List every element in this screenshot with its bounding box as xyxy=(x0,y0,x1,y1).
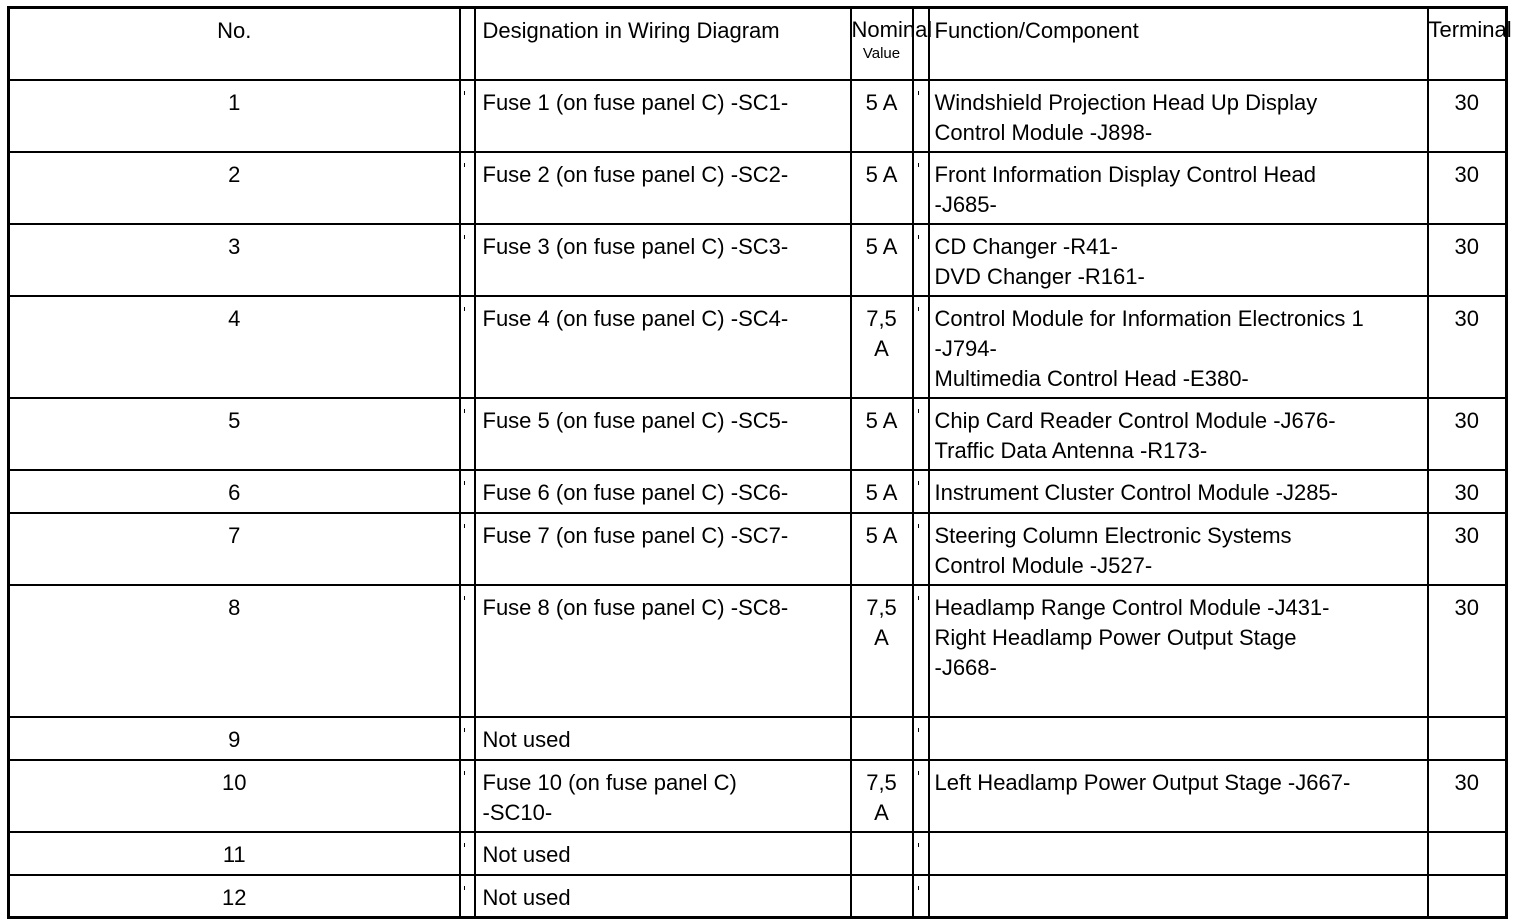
function-line: Chip Card Reader Control Module -J676- xyxy=(934,407,1336,433)
cell-spacer xyxy=(460,80,475,152)
value-line: 7,5 xyxy=(866,769,897,795)
designation-line: Fuse 6 (on fuse panel C) -SC6- xyxy=(482,479,789,505)
function-line: -J668- xyxy=(934,654,997,680)
value-line: A xyxy=(874,624,889,650)
cell-nominal-value xyxy=(851,760,913,832)
cell-terminal: 30 xyxy=(1428,585,1507,717)
table-row xyxy=(9,224,1507,296)
tick-mark xyxy=(464,91,465,95)
tick-mark xyxy=(464,524,465,528)
cell-function xyxy=(929,296,1428,398)
cell-nominal-value xyxy=(851,875,913,918)
function-line: Headlamp Range Control Module -J431- xyxy=(934,594,1330,620)
tick-mark xyxy=(918,596,919,600)
cell-spacer xyxy=(913,296,929,398)
cell-no: 6 xyxy=(9,470,460,513)
cell-spacer xyxy=(913,875,929,918)
tick-mark xyxy=(464,163,465,167)
cell-terminal xyxy=(1428,832,1507,875)
tick-mark xyxy=(918,91,919,95)
table-row xyxy=(9,832,1507,875)
function-line: Front Information Display Control Head xyxy=(934,161,1316,187)
table-row xyxy=(9,296,1507,398)
tick-mark xyxy=(918,307,919,311)
cell-function xyxy=(929,832,1428,875)
cell-nominal-value xyxy=(851,224,913,296)
tick-mark xyxy=(464,886,465,890)
cell-no: 7 xyxy=(9,513,460,585)
tick-mark xyxy=(464,235,465,239)
cell-terminal: 30 xyxy=(1428,152,1507,224)
table-row xyxy=(9,80,1507,152)
tick-mark xyxy=(918,163,919,167)
function-line: Traffic Data Antenna -R173- xyxy=(934,437,1208,463)
designation-line: Fuse 3 (on fuse panel C) -SC3- xyxy=(482,233,789,259)
function-line: Right Headlamp Power Output Stage xyxy=(934,624,1297,650)
cell-designation xyxy=(475,585,851,717)
cell-spacer xyxy=(913,513,929,585)
value-line: 5 A xyxy=(865,233,898,259)
cell-spacer xyxy=(460,152,475,224)
table-header-row xyxy=(9,8,1507,80)
cell-spacer xyxy=(913,717,929,760)
tick-mark xyxy=(464,728,465,732)
table-row xyxy=(9,470,1507,513)
tick-mark xyxy=(464,409,465,413)
tick-mark xyxy=(918,235,919,239)
function-line: DVD Changer -R161- xyxy=(934,263,1145,289)
cell-terminal: 30 xyxy=(1428,80,1507,152)
function-line: Control Module for Information Electronics 1 xyxy=(934,305,1364,331)
function-line: Instrument Cluster Control Module -J285- xyxy=(934,479,1338,505)
value-line: 5 A xyxy=(865,522,898,548)
table-body xyxy=(9,80,1507,918)
function-line: Multimedia Control Head -E380- xyxy=(934,365,1249,391)
designation-line: Fuse 10 (on fuse panel C) xyxy=(482,769,737,795)
function-line: Steering Column Electronic Systems xyxy=(934,522,1292,548)
cell-nominal-value xyxy=(851,717,913,760)
designation-line: Fuse 5 (on fuse panel C) -SC5- xyxy=(482,407,789,433)
header-spacer xyxy=(913,8,929,80)
cell-function xyxy=(929,398,1428,470)
cell-no: 11 xyxy=(9,832,460,875)
table-row xyxy=(9,152,1507,224)
cell-spacer xyxy=(913,470,929,513)
value-line: 5 A xyxy=(865,479,898,505)
cell-spacer xyxy=(913,585,929,717)
cell-spacer xyxy=(460,296,475,398)
cell-spacer xyxy=(460,513,475,585)
tick-mark xyxy=(464,596,465,600)
tick-mark xyxy=(464,843,465,847)
header-terminal: Terminal xyxy=(1428,8,1507,80)
cell-no: 1 xyxy=(9,80,460,152)
header-nominal-value-line2: Value xyxy=(862,45,901,62)
value-line: 7,5 xyxy=(866,305,897,331)
cell-designation xyxy=(475,296,851,398)
cell-terminal: 30 xyxy=(1428,513,1507,585)
cell-spacer xyxy=(460,224,475,296)
function-line: Control Module -J898- xyxy=(934,119,1153,145)
cell-spacer xyxy=(460,717,475,760)
cell-no: 10 xyxy=(9,760,460,832)
tick-mark xyxy=(918,843,919,847)
cell-function xyxy=(929,585,1428,717)
table-row xyxy=(9,585,1507,717)
value-line: 7,5 xyxy=(866,594,897,620)
cell-designation xyxy=(475,152,851,224)
cell-spacer xyxy=(460,470,475,513)
value-line: A xyxy=(874,335,889,361)
cell-spacer xyxy=(913,224,929,296)
cell-terminal: 30 xyxy=(1428,224,1507,296)
cell-designation xyxy=(475,513,851,585)
cell-nominal-value xyxy=(851,398,913,470)
tick-mark xyxy=(464,307,465,311)
cell-nominal-value xyxy=(851,152,913,224)
header-nominal-value-line1: Nominal xyxy=(851,17,933,42)
cell-terminal: 30 xyxy=(1428,296,1507,398)
cell-function xyxy=(929,152,1428,224)
cell-nominal-value xyxy=(851,296,913,398)
cell-spacer xyxy=(460,875,475,918)
header-no: No. xyxy=(9,8,460,80)
function-line: Windshield Projection Head Up Display xyxy=(934,89,1318,115)
header-designation: Designation in Wiring Diagram xyxy=(475,8,851,80)
cell-terminal: 30 xyxy=(1428,760,1507,832)
cell-function xyxy=(929,513,1428,585)
cell-designation xyxy=(475,470,851,513)
designation-line: Not used xyxy=(482,884,571,910)
cell-spacer xyxy=(913,832,929,875)
cell-designation xyxy=(475,717,851,760)
table-row xyxy=(9,513,1507,585)
tick-mark xyxy=(918,728,919,732)
cell-designation xyxy=(475,875,851,918)
cell-terminal: 30 xyxy=(1428,470,1507,513)
cell-nominal-value xyxy=(851,832,913,875)
value-line: 5 A xyxy=(865,89,898,115)
cell-terminal xyxy=(1428,875,1507,918)
cell-nominal-value xyxy=(851,513,913,585)
designation-line: Fuse 2 (on fuse panel C) -SC2- xyxy=(482,161,789,187)
cell-nominal-value xyxy=(851,80,913,152)
value-line: A xyxy=(874,799,889,825)
value-line: 5 A xyxy=(865,161,898,187)
cell-function xyxy=(929,80,1428,152)
table-row xyxy=(9,875,1507,918)
header-spacer xyxy=(460,8,475,80)
function-line: CD Changer -R41- xyxy=(934,233,1118,259)
cell-spacer xyxy=(460,760,475,832)
tick-mark xyxy=(918,771,919,775)
table-row xyxy=(9,760,1507,832)
cell-nominal-value xyxy=(851,470,913,513)
function-line: -J685- xyxy=(934,191,997,217)
function-line: Control Module -J527- xyxy=(934,552,1153,578)
cell-spacer xyxy=(913,80,929,152)
designation-line: Fuse 8 (on fuse panel C) -SC8- xyxy=(482,594,789,620)
cell-function xyxy=(929,760,1428,832)
cell-spacer xyxy=(913,152,929,224)
cell-function xyxy=(929,470,1428,513)
cell-designation xyxy=(475,760,851,832)
fuse-table xyxy=(7,6,1512,919)
cell-nominal-value xyxy=(851,585,913,717)
designation-line: Fuse 4 (on fuse panel C) -SC4- xyxy=(482,305,789,331)
cell-designation xyxy=(475,832,851,875)
cell-terminal: 30 xyxy=(1428,398,1507,470)
cell-spacer xyxy=(913,398,929,470)
designation-line: Not used xyxy=(482,726,571,752)
header-nominal-value xyxy=(851,8,933,80)
header-function: Function/Component xyxy=(929,8,1428,80)
cell-no: 2 xyxy=(9,152,460,224)
cell-spacer xyxy=(460,398,475,470)
designation-line: Not used xyxy=(482,841,571,867)
tick-mark xyxy=(918,481,919,485)
cell-designation xyxy=(475,224,851,296)
value-line: 5 A xyxy=(865,407,898,433)
cell-no: 3 xyxy=(9,224,460,296)
cell-no: 5 xyxy=(9,398,460,470)
designation-line: Fuse 1 (on fuse panel C) -SC1- xyxy=(482,89,789,115)
cell-designation xyxy=(475,80,851,152)
function-line: Left Headlamp Power Output Stage -J667- xyxy=(934,769,1351,795)
tick-mark xyxy=(918,409,919,413)
cell-no: 4 xyxy=(9,296,460,398)
table-row xyxy=(9,717,1507,760)
cell-designation xyxy=(475,398,851,470)
tick-mark xyxy=(464,481,465,485)
cell-function xyxy=(929,875,1428,918)
tick-mark xyxy=(918,886,919,890)
tick-mark xyxy=(464,771,465,775)
table-row xyxy=(9,398,1507,470)
cell-spacer xyxy=(460,585,475,717)
cell-spacer xyxy=(913,760,929,832)
cell-spacer xyxy=(460,832,475,875)
designation-line: -SC10- xyxy=(482,799,553,825)
cell-no: 12 xyxy=(9,875,460,918)
cell-function xyxy=(929,717,1428,760)
designation-line: Fuse 7 (on fuse panel C) -SC7- xyxy=(482,522,789,548)
function-line: -J794- xyxy=(934,335,997,361)
cell-no: 8 xyxy=(9,585,460,717)
cell-no: 9 xyxy=(9,717,460,760)
cell-function xyxy=(929,224,1428,296)
cell-terminal xyxy=(1428,717,1507,760)
tick-mark xyxy=(918,524,919,528)
